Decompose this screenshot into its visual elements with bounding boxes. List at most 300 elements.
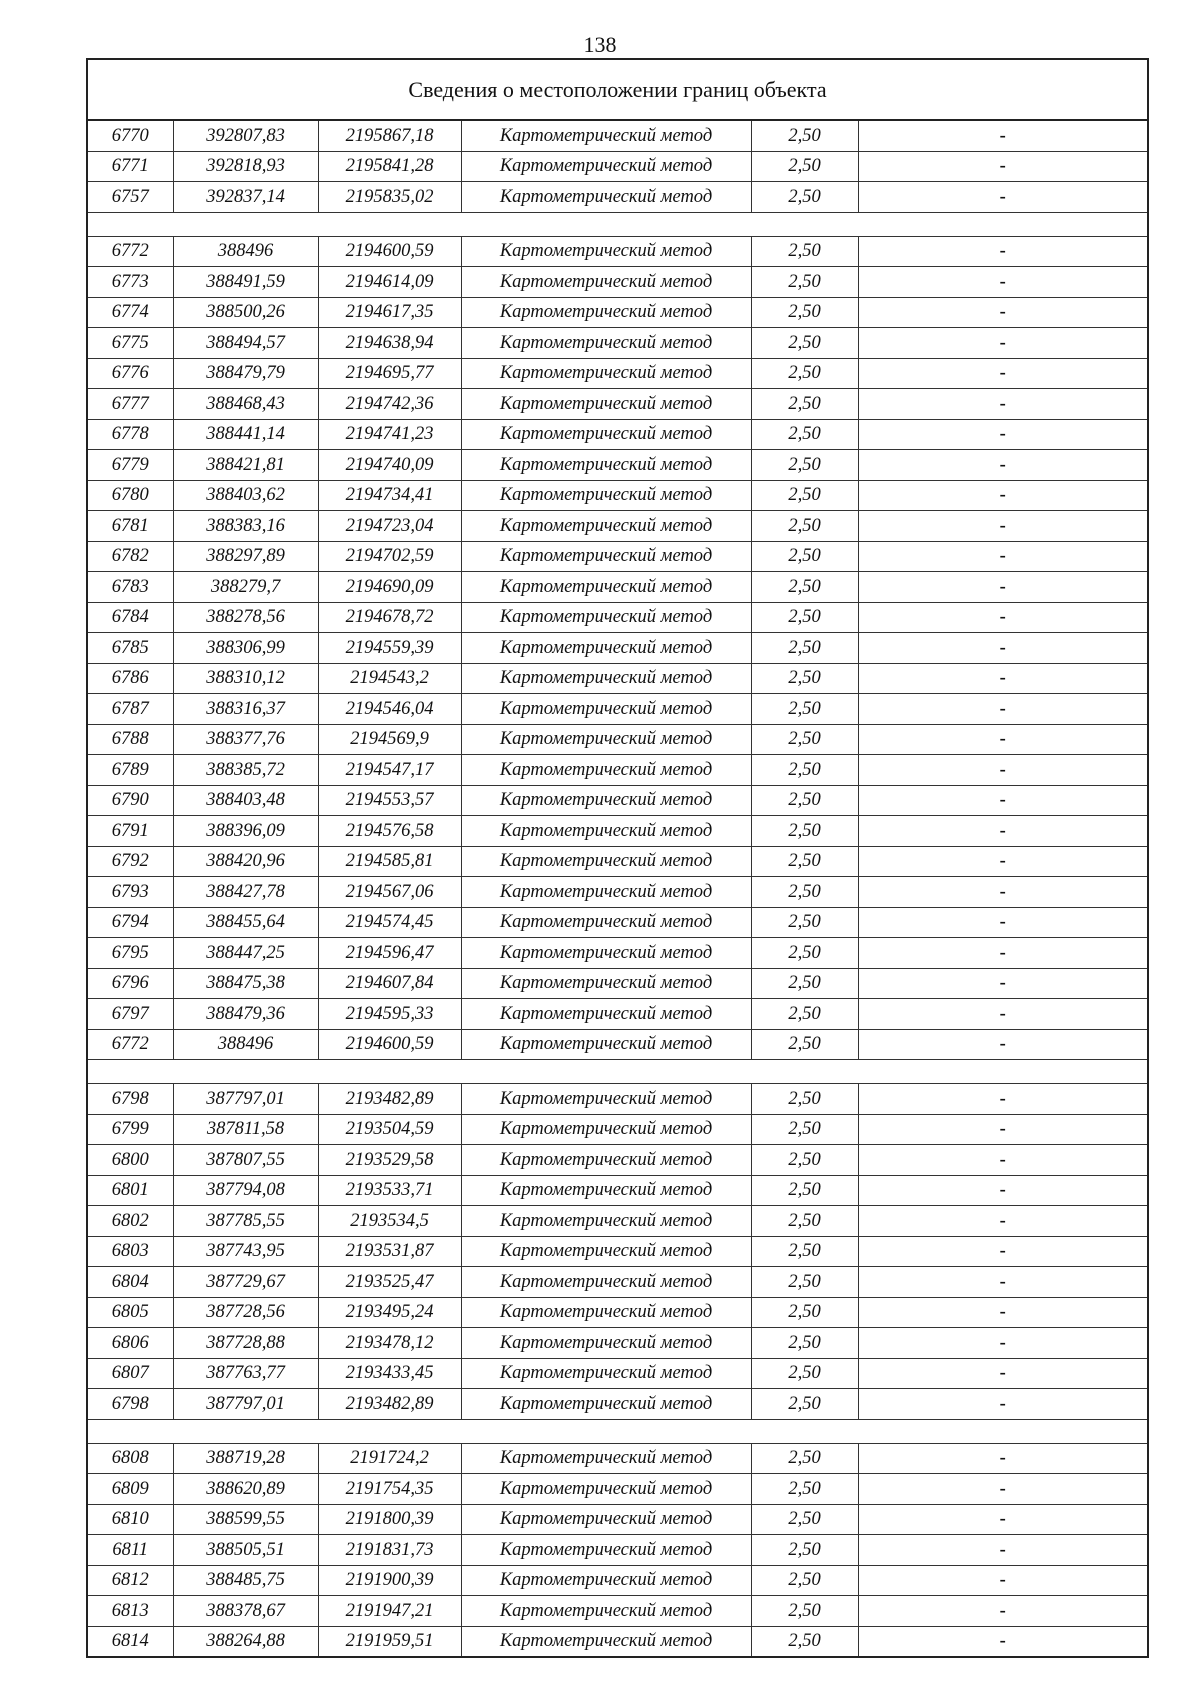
table-row [88, 182, 1147, 213]
method-cell: Картометрический метод [461, 1596, 751, 1627]
method-cell: Картометрический метод [461, 1565, 751, 1596]
point-number-cell: 6798 [88, 1084, 173, 1115]
method-cell: Картометрический метод [461, 511, 751, 542]
note-cell: - [858, 1389, 1147, 1420]
accuracy-cell: 2,50 [751, 724, 858, 755]
y-coordinate-cell: 2191959,51 [318, 1626, 461, 1656]
x-coordinate-cell: 388485,75 [173, 1565, 318, 1596]
point-number-cell: 6796 [88, 968, 173, 999]
accuracy-cell: 2,50 [751, 1443, 858, 1474]
y-coordinate-cell: 2194600,59 [318, 236, 461, 267]
y-coordinate-cell: 2194547,17 [318, 755, 461, 786]
table-row [88, 328, 1147, 359]
note-cell: - [858, 1535, 1147, 1566]
accuracy-cell: 2,50 [751, 1389, 858, 1420]
accuracy-cell: 2,50 [751, 1565, 858, 1596]
note-cell: - [858, 1596, 1147, 1627]
x-coordinate-cell: 388468,43 [173, 389, 318, 420]
method-cell: Картометрический метод [461, 785, 751, 816]
note-cell: - [858, 1328, 1147, 1359]
note-cell: - [858, 572, 1147, 603]
table-row [88, 1358, 1147, 1389]
note-cell: - [858, 151, 1147, 182]
y-coordinate-cell: 2193525,47 [318, 1267, 461, 1298]
y-coordinate-cell: 2191947,21 [318, 1596, 461, 1627]
table-row [88, 663, 1147, 694]
method-cell: Картометрический метод [461, 846, 751, 877]
method-cell: Картометрический метод [461, 480, 751, 511]
point-number-cell: 6777 [88, 389, 173, 420]
y-coordinate-cell: 2193534,5 [318, 1206, 461, 1237]
point-number-cell: 6792 [88, 846, 173, 877]
table-row [88, 816, 1147, 847]
note-cell: - [858, 267, 1147, 298]
y-coordinate-cell: 2191754,35 [318, 1474, 461, 1505]
accuracy-cell: 2,50 [751, 1236, 858, 1267]
method-cell: Картометрический метод [461, 1535, 751, 1566]
note-cell: - [858, 1029, 1147, 1060]
method-cell: Картометрический метод [461, 1029, 751, 1060]
note-cell: - [858, 1565, 1147, 1596]
point-number-cell: 6787 [88, 694, 173, 725]
accuracy-cell: 2,50 [751, 938, 858, 969]
y-coordinate-cell: 2195867,18 [318, 121, 461, 151]
y-coordinate-cell: 2194614,09 [318, 267, 461, 298]
method-cell: Картометрический метод [461, 724, 751, 755]
x-coordinate-cell: 387794,08 [173, 1175, 318, 1206]
point-number-cell: 6783 [88, 572, 173, 603]
y-coordinate-cell: 2194734,41 [318, 480, 461, 511]
coordinates-table [88, 121, 1147, 1656]
accuracy-cell: 2,50 [751, 1145, 858, 1176]
y-coordinate-cell: 2194741,23 [318, 419, 461, 450]
x-coordinate-cell: 388310,12 [173, 663, 318, 694]
note-cell: - [858, 1443, 1147, 1474]
x-coordinate-cell: 388441,14 [173, 419, 318, 450]
point-number-cell: 6800 [88, 1145, 173, 1176]
x-coordinate-cell: 388505,51 [173, 1535, 318, 1566]
note-cell: - [858, 450, 1147, 481]
table-row [88, 1504, 1147, 1535]
method-cell: Картометрический метод [461, 1145, 751, 1176]
y-coordinate-cell: 2191900,39 [318, 1565, 461, 1596]
x-coordinate-cell: 387797,01 [173, 1084, 318, 1115]
separator-cell [88, 212, 1147, 236]
point-number-cell: 6790 [88, 785, 173, 816]
accuracy-cell: 2,50 [751, 1358, 858, 1389]
method-cell: Картометрический метод [461, 1236, 751, 1267]
table-row [88, 1389, 1147, 1420]
x-coordinate-cell: 388719,28 [173, 1443, 318, 1474]
y-coordinate-cell: 2194607,84 [318, 968, 461, 999]
note-cell: - [858, 1267, 1147, 1298]
point-number-cell: 6806 [88, 1328, 173, 1359]
y-coordinate-cell: 2194569,9 [318, 724, 461, 755]
method-cell: Картометрический метод [461, 602, 751, 633]
x-coordinate-cell: 388479,79 [173, 358, 318, 389]
method-cell: Картометрический метод [461, 1504, 751, 1535]
note-cell: - [858, 755, 1147, 786]
method-cell: Картометрический метод [461, 968, 751, 999]
note-cell: - [858, 999, 1147, 1030]
y-coordinate-cell: 2194559,39 [318, 633, 461, 664]
x-coordinate-cell: 388306,99 [173, 633, 318, 664]
note-cell: - [858, 633, 1147, 664]
accuracy-cell: 2,50 [751, 1626, 858, 1656]
note-cell: - [858, 907, 1147, 938]
method-cell: Картометрический метод [461, 1443, 751, 1474]
x-coordinate-cell: 388420,96 [173, 846, 318, 877]
x-coordinate-cell: 387728,88 [173, 1328, 318, 1359]
note-cell: - [858, 541, 1147, 572]
y-coordinate-cell: 2194600,59 [318, 1029, 461, 1060]
note-cell: - [858, 846, 1147, 877]
point-number-cell: 6788 [88, 724, 173, 755]
point-number-cell: 6812 [88, 1565, 173, 1596]
method-cell: Картометрический метод [461, 182, 751, 213]
method-cell: Картометрический метод [461, 755, 751, 786]
method-cell: Картометрический метод [461, 907, 751, 938]
accuracy-cell: 2,50 [751, 480, 858, 511]
x-coordinate-cell: 388491,59 [173, 267, 318, 298]
table-row [88, 785, 1147, 816]
x-coordinate-cell: 388599,55 [173, 1504, 318, 1535]
accuracy-cell: 2,50 [751, 1267, 858, 1298]
y-coordinate-cell: 2194690,09 [318, 572, 461, 603]
method-cell: Картометрический метод [461, 236, 751, 267]
x-coordinate-cell: 388475,38 [173, 968, 318, 999]
accuracy-cell: 2,50 [751, 121, 858, 151]
accuracy-cell: 2,50 [751, 1328, 858, 1359]
x-coordinate-cell: 388500,26 [173, 297, 318, 328]
point-number-cell: 6774 [88, 297, 173, 328]
note-cell: - [858, 1626, 1147, 1656]
x-coordinate-cell: 387729,67 [173, 1267, 318, 1298]
point-number-cell: 6814 [88, 1626, 173, 1656]
point-number-cell: 6813 [88, 1596, 173, 1627]
method-cell: Картометрический метод [461, 1358, 751, 1389]
y-coordinate-cell: 2194742,36 [318, 389, 461, 420]
x-coordinate-cell: 392807,83 [173, 121, 318, 151]
x-coordinate-cell: 388279,7 [173, 572, 318, 603]
accuracy-cell: 2,50 [751, 358, 858, 389]
point-number-cell: 6804 [88, 1267, 173, 1298]
method-cell: Картометрический метод [461, 151, 751, 182]
table-row [88, 1145, 1147, 1176]
note-cell: - [858, 877, 1147, 908]
point-number-cell: 6791 [88, 816, 173, 847]
accuracy-cell: 2,50 [751, 633, 858, 664]
method-cell: Картометрический метод [461, 663, 751, 694]
accuracy-cell: 2,50 [751, 236, 858, 267]
table-row [88, 1084, 1147, 1115]
method-cell: Картометрический метод [461, 1626, 751, 1656]
table-row [88, 1206, 1147, 1237]
point-number-cell: 6811 [88, 1535, 173, 1566]
x-coordinate-cell: 388427,78 [173, 877, 318, 908]
point-number-cell: 6778 [88, 419, 173, 450]
method-cell: Картометрический метод [461, 877, 751, 908]
method-cell: Картометрический метод [461, 938, 751, 969]
accuracy-cell: 2,50 [751, 816, 858, 847]
x-coordinate-cell: 388479,36 [173, 999, 318, 1030]
y-coordinate-cell: 2193504,59 [318, 1114, 461, 1145]
table-row [88, 694, 1147, 725]
table-row [88, 511, 1147, 542]
y-coordinate-cell: 2191724,2 [318, 1443, 461, 1474]
table-row [88, 1535, 1147, 1566]
accuracy-cell: 2,50 [751, 1175, 858, 1206]
point-number-cell: 6780 [88, 480, 173, 511]
point-number-cell: 6807 [88, 1358, 173, 1389]
y-coordinate-cell: 2193495,24 [318, 1297, 461, 1328]
note-cell: - [858, 938, 1147, 969]
note-cell: - [858, 1297, 1147, 1328]
note-cell: - [858, 236, 1147, 267]
point-number-cell: 6801 [88, 1175, 173, 1206]
point-number-cell: 6781 [88, 511, 173, 542]
point-number-cell: 6757 [88, 182, 173, 213]
note-cell: - [858, 1474, 1147, 1505]
note-cell: - [858, 1145, 1147, 1176]
point-number-cell: 6773 [88, 267, 173, 298]
accuracy-cell: 2,50 [751, 151, 858, 182]
x-coordinate-cell: 387807,55 [173, 1145, 318, 1176]
method-cell: Картометрический метод [461, 1474, 751, 1505]
note-cell: - [858, 663, 1147, 694]
point-number-cell: 6798 [88, 1389, 173, 1420]
method-cell: Картометрический метод [461, 328, 751, 359]
table-row [88, 1297, 1147, 1328]
point-number-cell: 6776 [88, 358, 173, 389]
method-cell: Картометрический метод [461, 572, 751, 603]
x-coordinate-cell: 392818,93 [173, 151, 318, 182]
y-coordinate-cell: 2191800,39 [318, 1504, 461, 1535]
table-row [88, 121, 1147, 151]
table-row [88, 602, 1147, 633]
table-row [88, 480, 1147, 511]
table-row [88, 1114, 1147, 1145]
accuracy-cell: 2,50 [751, 1535, 858, 1566]
x-coordinate-cell: 388496 [173, 1029, 318, 1060]
x-coordinate-cell: 392837,14 [173, 182, 318, 213]
x-coordinate-cell: 388620,89 [173, 1474, 318, 1505]
coordinates-table-body [88, 121, 1147, 1656]
accuracy-cell: 2,50 [751, 755, 858, 786]
table-row [88, 938, 1147, 969]
y-coordinate-cell: 2194574,45 [318, 907, 461, 938]
note-cell: - [858, 968, 1147, 999]
table-row [88, 907, 1147, 938]
y-coordinate-cell: 2195841,28 [318, 151, 461, 182]
accuracy-cell: 2,50 [751, 541, 858, 572]
table-row [88, 1443, 1147, 1474]
method-cell: Картометрический метод [461, 1297, 751, 1328]
separator-cell [88, 1419, 1147, 1443]
table-title: Сведения о местоположении границ объекта [88, 60, 1147, 121]
note-cell: - [858, 358, 1147, 389]
table-row [88, 541, 1147, 572]
accuracy-cell: 2,50 [751, 450, 858, 481]
y-coordinate-cell: 2194638,94 [318, 328, 461, 359]
note-cell: - [858, 328, 1147, 359]
accuracy-cell: 2,50 [751, 877, 858, 908]
x-coordinate-cell: 387785,55 [173, 1206, 318, 1237]
note-cell: - [858, 389, 1147, 420]
y-coordinate-cell: 2194617,35 [318, 297, 461, 328]
point-number-cell: 6799 [88, 1114, 173, 1145]
y-coordinate-cell: 2194678,72 [318, 602, 461, 633]
x-coordinate-cell: 388383,16 [173, 511, 318, 542]
x-coordinate-cell: 388377,76 [173, 724, 318, 755]
contour-separator-row [88, 212, 1147, 236]
accuracy-cell: 2,50 [751, 1297, 858, 1328]
page-number: 138 [583, 32, 617, 57]
note-cell: - [858, 182, 1147, 213]
table-row [88, 1236, 1147, 1267]
accuracy-cell: 2,50 [751, 1474, 858, 1505]
table-row [88, 968, 1147, 999]
accuracy-cell: 2,50 [751, 968, 858, 999]
method-cell: Картометрический метод [461, 1114, 751, 1145]
point-number-cell: 6794 [88, 907, 173, 938]
table-row [88, 297, 1147, 328]
note-cell: - [858, 1236, 1147, 1267]
point-number-cell: 6810 [88, 1504, 173, 1535]
accuracy-cell: 2,50 [751, 785, 858, 816]
method-cell: Картометрический метод [461, 633, 751, 664]
method-cell: Картометрический метод [461, 1175, 751, 1206]
x-coordinate-cell: 388378,67 [173, 1596, 318, 1627]
y-coordinate-cell: 2194740,09 [318, 450, 461, 481]
table-row [88, 1626, 1147, 1656]
method-cell: Картометрический метод [461, 450, 751, 481]
point-number-cell: 6795 [88, 938, 173, 969]
point-number-cell: 6775 [88, 328, 173, 359]
y-coordinate-cell: 2194546,04 [318, 694, 461, 725]
note-cell: - [858, 419, 1147, 450]
accuracy-cell: 2,50 [751, 663, 858, 694]
x-coordinate-cell: 388396,09 [173, 816, 318, 847]
note-cell: - [858, 724, 1147, 755]
note-cell: - [858, 785, 1147, 816]
note-cell: - [858, 1114, 1147, 1145]
table-row [88, 1175, 1147, 1206]
point-number-cell: 6785 [88, 633, 173, 664]
accuracy-cell: 2,50 [751, 267, 858, 298]
note-cell: - [858, 694, 1147, 725]
y-coordinate-cell: 2194723,04 [318, 511, 461, 542]
boundary-table-container [86, 58, 1149, 1658]
method-cell: Картометрический метод [461, 121, 751, 151]
method-cell: Картометрический метод [461, 1206, 751, 1237]
note-cell: - [858, 1206, 1147, 1237]
method-cell: Картометрический метод [461, 297, 751, 328]
y-coordinate-cell: 2193433,45 [318, 1358, 461, 1389]
note-cell: - [858, 297, 1147, 328]
table-row [88, 724, 1147, 755]
table-row [88, 419, 1147, 450]
accuracy-cell: 2,50 [751, 182, 858, 213]
point-number-cell: 6802 [88, 1206, 173, 1237]
accuracy-cell: 2,50 [751, 907, 858, 938]
table-row [88, 877, 1147, 908]
y-coordinate-cell: 2194576,58 [318, 816, 461, 847]
y-coordinate-cell: 2194702,59 [318, 541, 461, 572]
table-row [88, 1565, 1147, 1596]
point-number-cell: 6797 [88, 999, 173, 1030]
note-cell: - [858, 511, 1147, 542]
accuracy-cell: 2,50 [751, 602, 858, 633]
point-number-cell: 6809 [88, 1474, 173, 1505]
y-coordinate-cell: 2193529,58 [318, 1145, 461, 1176]
y-coordinate-cell: 2194596,47 [318, 938, 461, 969]
method-cell: Картометрический метод [461, 358, 751, 389]
table-row [88, 999, 1147, 1030]
x-coordinate-cell: 387743,95 [173, 1236, 318, 1267]
table-row [88, 1328, 1147, 1359]
method-cell: Картометрический метод [461, 694, 751, 725]
note-cell: - [858, 1504, 1147, 1535]
method-cell: Картометрический метод [461, 541, 751, 572]
method-cell: Картометрический метод [461, 816, 751, 847]
point-number-cell: 6793 [88, 877, 173, 908]
y-coordinate-cell: 2194567,06 [318, 877, 461, 908]
table-row [88, 755, 1147, 786]
x-coordinate-cell: 387763,77 [173, 1358, 318, 1389]
accuracy-cell: 2,50 [751, 694, 858, 725]
y-coordinate-cell: 2193482,89 [318, 1084, 461, 1115]
x-coordinate-cell: 388316,37 [173, 694, 318, 725]
separator-cell [88, 1060, 1147, 1084]
x-coordinate-cell: 388385,72 [173, 755, 318, 786]
y-coordinate-cell: 2194585,81 [318, 846, 461, 877]
x-coordinate-cell: 388447,25 [173, 938, 318, 969]
x-coordinate-cell: 387797,01 [173, 1389, 318, 1420]
table-row [88, 633, 1147, 664]
note-cell: - [858, 816, 1147, 847]
accuracy-cell: 2,50 [751, 297, 858, 328]
y-coordinate-cell: 2195835,02 [318, 182, 461, 213]
table-row [88, 1474, 1147, 1505]
x-coordinate-cell: 387728,56 [173, 1297, 318, 1328]
accuracy-cell: 2,50 [751, 999, 858, 1030]
x-coordinate-cell: 388455,64 [173, 907, 318, 938]
point-number-cell: 6808 [88, 1443, 173, 1474]
accuracy-cell: 2,50 [751, 419, 858, 450]
contour-separator-row [88, 1060, 1147, 1084]
point-number-cell: 6786 [88, 663, 173, 694]
method-cell: Картометрический метод [461, 1267, 751, 1298]
method-cell: Картометрический метод [461, 267, 751, 298]
x-coordinate-cell: 388278,56 [173, 602, 318, 633]
point-number-cell: 6789 [88, 755, 173, 786]
x-coordinate-cell: 388403,48 [173, 785, 318, 816]
x-coordinate-cell: 388264,88 [173, 1626, 318, 1656]
method-cell: Картометрический метод [461, 999, 751, 1030]
contour-separator-row [88, 1419, 1147, 1443]
x-coordinate-cell: 388403,62 [173, 480, 318, 511]
x-coordinate-cell: 387811,58 [173, 1114, 318, 1145]
method-cell: Картометрический метод [461, 419, 751, 450]
accuracy-cell: 2,50 [751, 1596, 858, 1627]
table-row [88, 572, 1147, 603]
table-row [88, 151, 1147, 182]
point-number-cell: 6779 [88, 450, 173, 481]
y-coordinate-cell: 2194543,2 [318, 663, 461, 694]
note-cell: - [858, 1175, 1147, 1206]
table-row [88, 358, 1147, 389]
